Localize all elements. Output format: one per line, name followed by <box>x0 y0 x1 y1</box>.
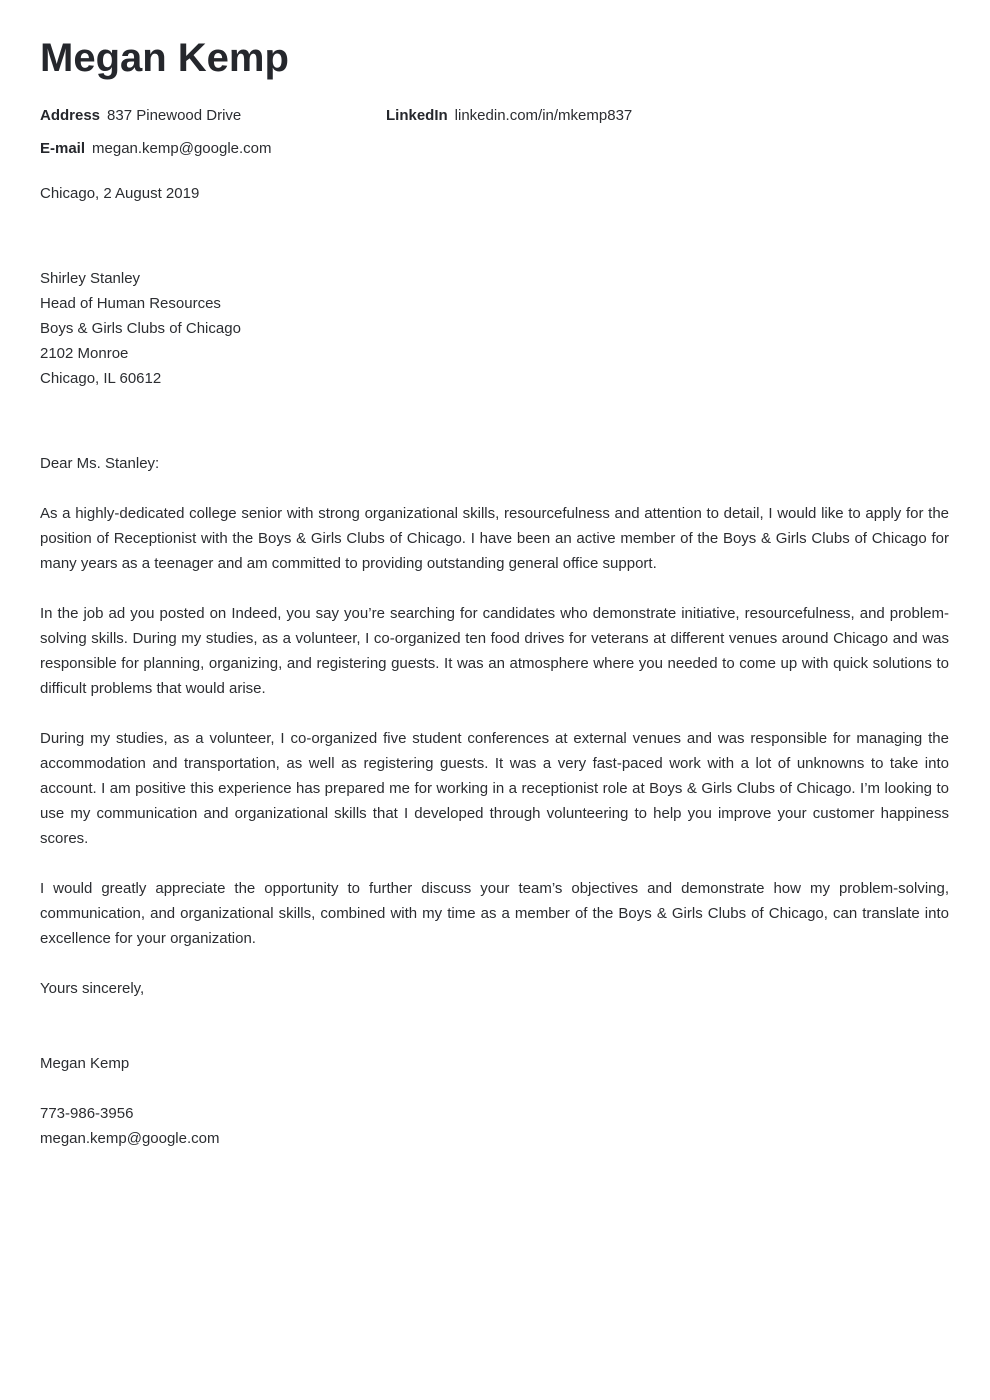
email-link[interactable]: megan.kemp@google.com <box>92 140 272 157</box>
contact-address <box>40 107 241 125</box>
recipient-organization: Boys & Girls Clubs of Chicago <box>40 320 241 337</box>
linkedin-label: LinkedIn <box>386 107 448 124</box>
signature-email[interactable]: megan.kemp@google.com <box>40 1130 220 1147</box>
email-label: E-mail <box>40 140 86 157</box>
contact-email <box>40 140 272 158</box>
address-label: Address <box>40 107 101 124</box>
recipient-street: 2102 Monroe <box>40 345 129 362</box>
body-paragraph-4: I would greatly appreciate the opportunity to further discuss your team’s objectives and demonstrate how my problem-solving, communication, and organizational skills, combined with my time as a member of the Boys & Girls Clubs of Chicago, can translate into excellence for your organization. <box>40 880 949 947</box>
address-value: 837 Pinewood Drive <box>107 107 242 124</box>
applicant-name: Megan Kemp <box>40 36 289 80</box>
recipient-city: Chicago, IL 60612 <box>40 370 162 387</box>
recipient-name: Shirley Stanley <box>40 270 141 287</box>
recipient-title: Head of Human Resources <box>40 295 221 312</box>
body-paragraph-2: In the job ad you posted on Indeed, you say you’re searching for candidates who demonstrate initiative, resourcefulness, and problem-solving skills. During my studies, as a volunteer, I co-organized ten food drives for veterans at different venues around Chicago and was responsible for planning, organizing, and registering guests. It was an atmosphere where you needed to come up with quick solutions to difficult problems that would arise. <box>40 605 949 697</box>
contact-linkedin <box>386 107 632 125</box>
salutation: Dear Ms. Stanley: <box>40 455 160 472</box>
body-paragraph-3: During my studies, as a volunteer, I co-organized five student conferences at external venues and was responsible for managing the accommodation and transportation, as well as registering guests. It was a very fast-paced work with a lot of unknowns to take into account. I am positive this experience has prepared me for working in a receptionist role at Boys & Girls Clubs of Chicago. I’m looking to use my communication and organizational skills that I developed through volunteering to help you improve your customer happiness scores. <box>40 730 949 847</box>
signature-phone: 773-986-3956 <box>40 1105 134 1122</box>
date-line: Chicago, 2 August 2019 <box>40 185 200 202</box>
body-paragraph-1: As a highly-dedicated college senior with strong organizational skills, resourcefulness and attention to detail, I would like to apply for the position of Receptionist with the Boys & Girls Clubs of Chicago. I have been an active member of the Boys & Girls Clubs of Chicago for many years as a teenager and am committed to providing outstanding general office support. <box>40 505 949 572</box>
linkedin-link[interactable]: linkedin.com/in/mkemp837 <box>454 107 633 124</box>
closing: Yours sincerely, <box>40 980 145 997</box>
signature-name: Megan Kemp <box>40 1055 130 1072</box>
